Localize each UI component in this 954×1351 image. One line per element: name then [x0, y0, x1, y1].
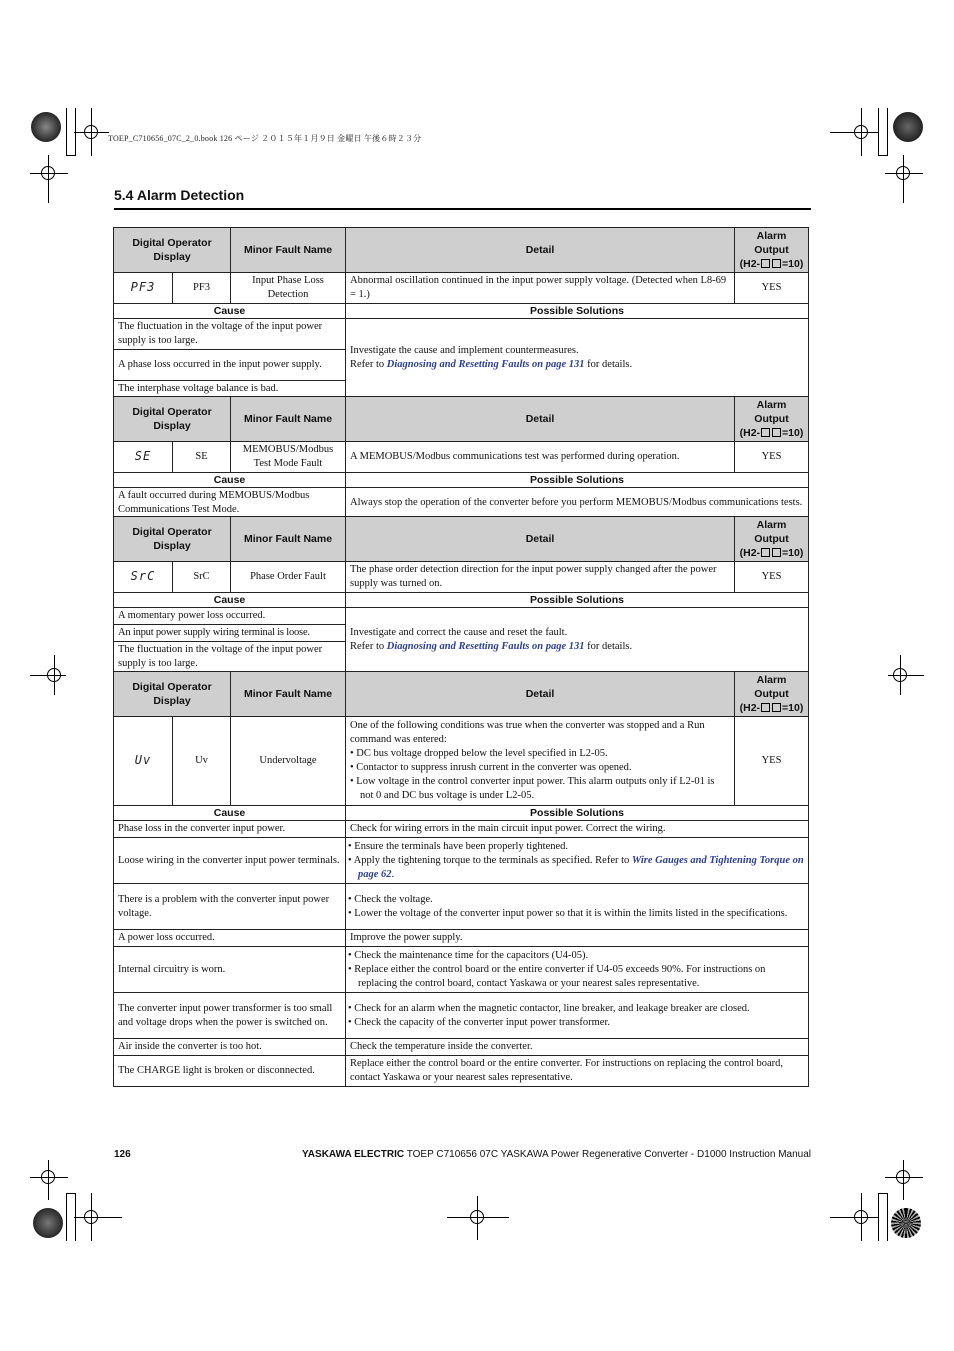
- page-number: 126: [114, 1149, 131, 1160]
- operator-display: PF3: [114, 273, 173, 304]
- alarm-table-uv: [113, 671, 809, 1087]
- cause-item: The CHARGE light is broken or disconnected.: [114, 1056, 346, 1087]
- alarm-output-value: YES: [735, 562, 809, 593]
- header-detail: Detail: [346, 228, 735, 273]
- crosshair-icon: [47, 668, 61, 682]
- solution-item: Investigate the cause and implement countermeasures. Refer to Diagnosing and Resetting Faults on page 131 for details.: [346, 319, 809, 398]
- cause-header: Cause: [114, 304, 346, 319]
- solution-item: Check the temperature inside the converter.: [346, 1039, 809, 1056]
- cause-item: Internal circuitry is worn.: [114, 947, 346, 993]
- cause-item: A phase loss occurred in the input power supply.: [114, 350, 346, 381]
- alarm-output-value: YES: [735, 442, 809, 473]
- cause-header: Cause: [114, 593, 346, 608]
- crosshair-icon: [854, 125, 868, 139]
- cause-item: The converter input power transformer is too small and voltage drops when the power is switched on.: [114, 993, 346, 1039]
- fault-code: PF3: [173, 273, 231, 304]
- cause-item: The fluctuation in the voltage of the input power supply is too large.: [114, 642, 346, 673]
- fault-detail: One of the following conditions was true when the converter was stopped and a Run command was entered: • DC bus voltage dropped below the level specified in L2-05. • Contactor to suppress inrush current in the converter was opened. • Low voltage in the control converter input power. This alarm outputs only if L2-01 is not 0 and DC bus voltage is under L2-05.: [346, 717, 735, 806]
- solutions-header: Possible Solutions: [346, 806, 809, 821]
- header-minor-fault-name: Minor Fault Name: [231, 517, 346, 562]
- solution-item: Improve the power supply.: [346, 930, 809, 947]
- crosshair-icon: [854, 1210, 868, 1224]
- crosshair-icon: [84, 125, 98, 139]
- fault-code: SE: [173, 442, 231, 473]
- header-display: Digital Operator Display: [114, 397, 231, 442]
- solution-item: • Check the maintenance time for the capacitors (U4-05). • Replace either the control board or the entire converter if U4-05 exceeds 90%. For instructions on replacing the control board, contact Yaskawa or your nearest sales representative.: [346, 947, 809, 993]
- solution-item: Check for wiring errors in the main circuit input power. Correct the wiring.: [346, 821, 809, 838]
- minor-fault-name: Input Phase Loss Detection: [231, 273, 346, 304]
- solutions-header: Possible Solutions: [346, 304, 809, 319]
- fault-code: SrC: [173, 562, 231, 593]
- minor-fault-name: Phase Order Fault: [231, 562, 346, 593]
- registration-dot-icon: [891, 1208, 921, 1238]
- fault-detail: A MEMOBUS/Modbus communications test was performed during operation.: [346, 442, 735, 473]
- fault-detail: Abnormal oscillation continued in the input power supply voltage. (Detected when L8-69 = 1.): [346, 273, 735, 304]
- alarm-table-src: [113, 516, 809, 673]
- cause-item: The fluctuation in the voltage of the input power supply is too large.: [114, 319, 346, 350]
- alarm-table-pf3: [113, 227, 809, 398]
- cause-item: A fault occurred during MEMOBUS/Modbus Communications Test Mode.: [114, 488, 346, 519]
- crosshair-icon: [896, 1170, 910, 1184]
- solution-item: • Check the voltage. • Lower the voltage of the converter input power so that it is within the limits listed in the specifications.: [346, 884, 809, 930]
- solutions-header: Possible Solutions: [346, 473, 809, 488]
- section-divider: [114, 208, 811, 210]
- operator-display: SrC: [114, 562, 173, 593]
- solution-item: • Ensure the terminals have been properly tightened. • Apply the tightening torque to the terminals as specified. Refer to Wire Gauges and Tightening Torque on page 62.: [346, 838, 809, 884]
- alarm-output-value: YES: [735, 273, 809, 304]
- registration-dot-icon: [31, 112, 61, 142]
- header-alarm-output: Alarm Output (H2- =10): [735, 517, 809, 562]
- crosshair-icon: [41, 166, 55, 180]
- cause-item: There is a problem with the converter input power voltage.: [114, 884, 346, 930]
- header-alarm-output: Alarm Output (H2- =10): [735, 672, 809, 717]
- cause-item: Air inside the converter is too hot.: [114, 1039, 346, 1056]
- header-minor-fault-name: Minor Fault Name: [231, 397, 346, 442]
- cause-header: Cause: [114, 473, 346, 488]
- fault-detail: The phase order detection direction for the input power supply changed after the power supply was turned on.: [346, 562, 735, 593]
- wire-gauges-link[interactable]: Wire Gauges and Tightening Torque on page 62: [358, 854, 804, 880]
- cause-item: The interphase voltage balance is bad.: [114, 381, 346, 398]
- header-minor-fault-name: Minor Fault Name: [231, 672, 346, 717]
- cause-item: A power loss occurred.: [114, 930, 346, 947]
- header-detail: Detail: [346, 397, 735, 442]
- alarm-output-value: YES: [735, 717, 809, 806]
- header-detail: Detail: [346, 672, 735, 717]
- footer-document-title: YASKAWA ELECTRIC TOEP C710656 07C YASKAWA Power Regenerative Converter - D1000 Instruction Manual: [302, 1149, 811, 1160]
- header-display: Digital Operator Display: [114, 672, 231, 717]
- operator-display: Uv: [114, 717, 173, 806]
- crosshair-icon: [84, 1210, 98, 1224]
- cause-header: Cause: [114, 806, 346, 821]
- crosshair-icon: [41, 1170, 55, 1184]
- solution-item: Always stop the operation of the converter before you perform MEMOBUS/Modbus communications tests.: [346, 488, 809, 519]
- header-display: Digital Operator Display: [114, 228, 231, 273]
- header-minor-fault-name: Minor Fault Name: [231, 228, 346, 273]
- alarm-table-se: [113, 396, 809, 519]
- crosshair-icon: [896, 166, 910, 180]
- minor-fault-name: Undervoltage: [231, 717, 346, 806]
- cause-item: An input power supply wiring terminal is loose.: [114, 625, 346, 642]
- solution-item: • Check for an alarm when the magnetic contactor, line breaker, and leakage breaker are closed. • Check the capacity of the converter input power transformer.: [346, 993, 809, 1039]
- section-title: 5.4 Alarm Detection: [114, 187, 245, 203]
- diagnosing-faults-link[interactable]: Diagnosing and Resetting Faults on page 131: [386, 359, 585, 370]
- solutions-header: Possible Solutions: [346, 593, 809, 608]
- header-detail: Detail: [346, 517, 735, 562]
- header-display: Digital Operator Display: [114, 517, 231, 562]
- cause-item: Phase loss in the converter input power.: [114, 821, 346, 838]
- fault-code: Uv: [173, 717, 231, 806]
- registration-dot-icon: [33, 1208, 63, 1238]
- registration-dot-icon: [893, 112, 923, 142]
- header-alarm-output: Alarm Output (H2- =10): [735, 397, 809, 442]
- header-alarm-output: Alarm Output (H2- =10): [735, 228, 809, 273]
- cause-item: A momentary power loss occurred.: [114, 608, 346, 625]
- diagnosing-faults-link[interactable]: Diagnosing and Resetting Faults on page 131: [386, 641, 585, 652]
- operator-display: SE: [114, 442, 173, 473]
- crosshair-icon: [893, 668, 907, 682]
- print-header: TOEP_C710656_07C_2_0.book 126 ページ ２０１５年１月９日 金曜日 午後６時２３分: [108, 134, 422, 143]
- solution-item: Replace either the control board or the entire converter. For instructions on replacing the control board, contact Yaskawa or your nearest sales representative.: [346, 1056, 809, 1087]
- crosshair-icon: [470, 1210, 484, 1224]
- cause-item: Loose wiring in the converter input power terminals.: [114, 838, 346, 884]
- minor-fault-name: MEMOBUS/Modbus Test Mode Fault: [231, 442, 346, 473]
- solution-item: Investigate and correct the cause and reset the fault. Refer to Diagnosing and Resetting Faults on page 131 for details.: [346, 608, 809, 673]
